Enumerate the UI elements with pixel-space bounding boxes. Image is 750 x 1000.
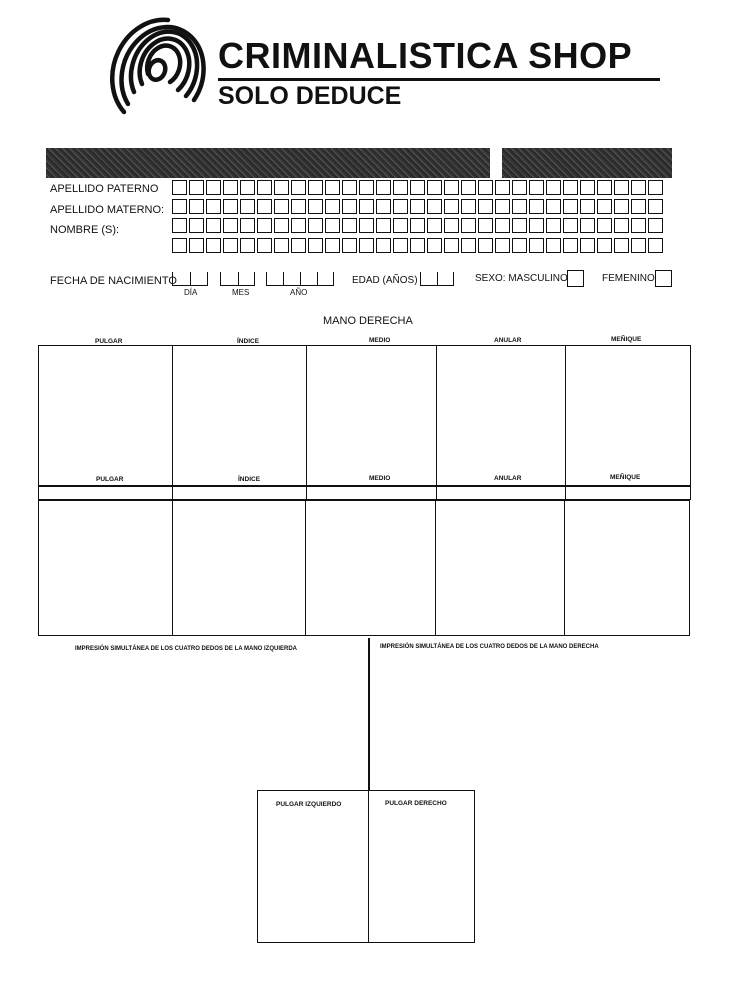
masculino-checkbox[interactable] xyxy=(567,270,584,287)
page-subtitle: SOLO DEDUCE xyxy=(218,82,402,110)
fecha-nacimiento-label: FECHA DE NACIMIENTO xyxy=(50,275,177,287)
anio-box-3[interactable] xyxy=(300,272,317,286)
femenino-label: FEMENINO xyxy=(602,273,655,284)
edad-box-1[interactable] xyxy=(420,272,437,286)
nombres-label: NOMBRE (S): xyxy=(50,224,120,236)
simultanea-divider xyxy=(368,638,370,790)
anio-box-4[interactable] xyxy=(317,272,334,286)
anio-box-2[interactable] xyxy=(283,272,300,286)
dia-box-2[interactable] xyxy=(190,272,208,286)
anio-label: AÑO xyxy=(290,288,308,297)
pulgar-izquierdo-label: PULGAR IZQUIERDO xyxy=(276,801,342,808)
simultanea-derecha-label: IMPRESIÓN SIMULTÁNEA DE LOS CUATRO DEDOS DE LA MANO DERECHA xyxy=(380,644,599,650)
rh-pulgar-label: PULGAR xyxy=(95,338,123,345)
page-title: CRIMINALISTICA SHOP xyxy=(218,35,633,76)
right-hand-grid xyxy=(38,345,691,500)
lh-indice-label: ÍNDICE xyxy=(238,476,261,483)
mes-label: MES xyxy=(232,288,250,297)
apellido-materno-label: APELLIDO MATERNO: xyxy=(50,204,165,216)
simultanea-izquierda-label: IMPRESIÓN SIMULTÁNEA DE LOS CUATRO DEDOS DE LA MANO IZQUIERDA xyxy=(75,646,298,652)
lh-indice-box[interactable] xyxy=(173,501,306,635)
lh-medio-label: MEDIO xyxy=(369,475,391,482)
pulgar-derecho-label: PULGAR DERECHO xyxy=(385,800,447,807)
apellido-paterno-boxes[interactable] xyxy=(172,180,665,195)
mes-box-2[interactable] xyxy=(238,272,255,286)
lh-anular-box[interactable] xyxy=(436,501,565,635)
lh-pulgar-label: PULGAR xyxy=(96,476,124,483)
apellido-materno-boxes[interactable] xyxy=(172,199,665,214)
header-bar-right xyxy=(502,148,672,178)
edad-label: EDAD (AÑOS) xyxy=(352,275,418,286)
edad-box-2[interactable] xyxy=(437,272,454,286)
left-hand-grid xyxy=(38,500,690,636)
rh-anular-label: ANULAR xyxy=(494,337,522,344)
femenino-checkbox[interactable] xyxy=(655,270,672,287)
lh-anular-label: ANULAR xyxy=(494,475,522,482)
sexo-masculino-label: SEXO: MASCULINO xyxy=(475,273,568,284)
mano-derecha-title: MANO DERECHA xyxy=(323,315,413,327)
thumbs-grid xyxy=(257,790,475,943)
fingerprint-icon xyxy=(108,12,206,124)
simultanea-derecha-area[interactable] xyxy=(371,656,689,790)
simultanea-izquierda-area[interactable] xyxy=(40,656,366,790)
header-bar-left xyxy=(46,148,490,178)
lh-menique-label: MEÑIQUE xyxy=(610,474,641,481)
rh-medio-label: MEDIO xyxy=(369,337,391,344)
rh-menique-label: MEÑIQUE xyxy=(611,336,642,343)
rh-label-divider xyxy=(38,485,691,487)
nombres-boxes-2[interactable] xyxy=(172,238,665,253)
nombres-boxes-1[interactable] xyxy=(172,218,665,233)
lh-pulgar-box[interactable] xyxy=(39,501,173,635)
lh-medio-box[interactable] xyxy=(306,501,436,635)
mes-box-1[interactable] xyxy=(220,272,238,286)
lh-menique-box[interactable] xyxy=(565,501,689,635)
rh-indice-label: ÍNDICE xyxy=(237,338,260,345)
apellido-paterno-label: APELLIDO PATERNO xyxy=(50,183,159,195)
dia-box-1[interactable] xyxy=(172,272,190,286)
dia-label: DÍA xyxy=(184,288,198,297)
title-underline xyxy=(218,78,660,81)
pulgar-derecho-box[interactable] xyxy=(369,791,474,942)
anio-box-1[interactable] xyxy=(266,272,283,286)
pulgar-izquierdo-box[interactable] xyxy=(258,791,369,942)
